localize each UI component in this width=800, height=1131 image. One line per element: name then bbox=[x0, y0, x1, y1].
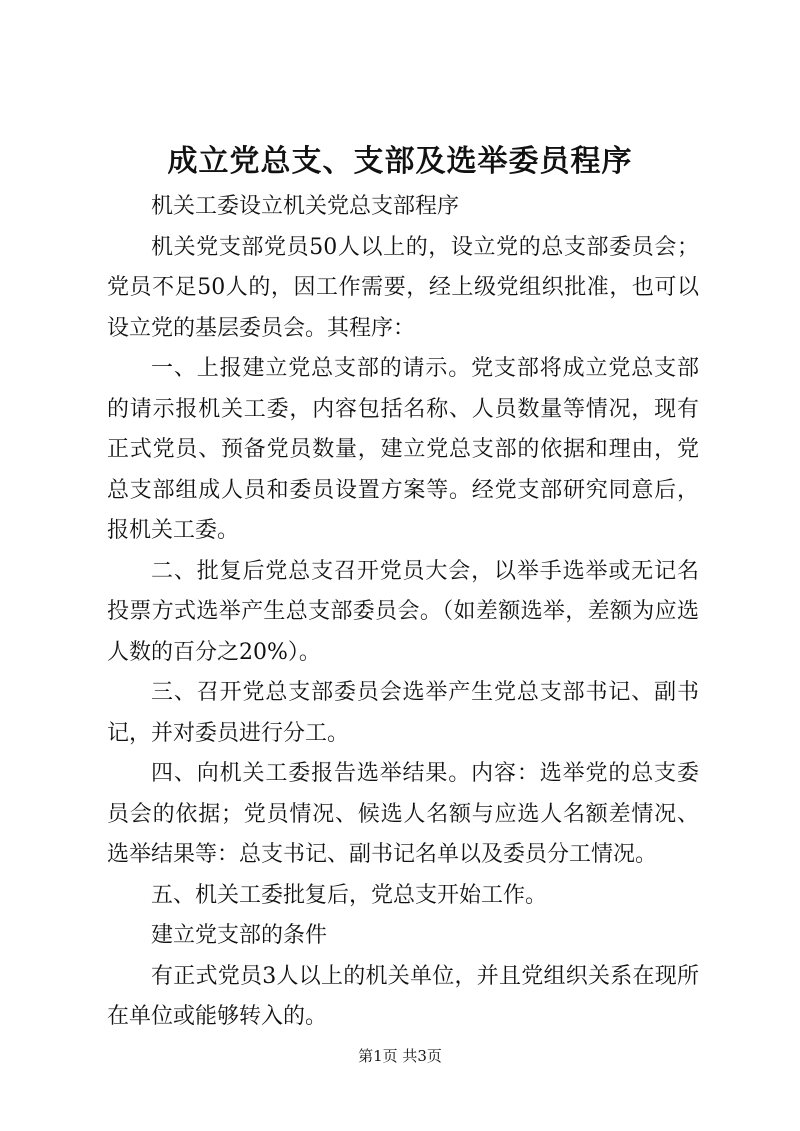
paragraph-intro: 机关党支部党员50人以上的，设立党的总支部委员会；党员不足50人的，因工作需要，经上级党组织批准，也可以设立党的基层委员会。其程序： bbox=[107, 234, 699, 341]
document-title: 成立党总支、支部及选举委员程序 bbox=[167, 144, 633, 179]
page-footer: 第1页 共3页 bbox=[358, 1047, 442, 1065]
paragraph-subheading: 建立党支部的条件 bbox=[151, 923, 328, 948]
paragraph-step-5: 五、机关工委批复后，党总支开始工作。 bbox=[151, 882, 548, 908]
paragraph-conditions: 有正式党员3人以上的机关单位，并且党组织关系在现所在单位或能够转入的。 bbox=[107, 963, 699, 1029]
paragraph-section-heading: 机关工委设立机关党总支部程序 bbox=[151, 194, 460, 219]
document-body bbox=[107, 187, 699, 1038]
paragraph-step-1: 一、上报建立党总支部的请示。党支部将成立党总支部的请示报机关工委，内容包括名称、人员数量等情况，现有正式党员、预备党员数量，建立党总支部的依据和理由，党总支部组成人员和委员设置方案等。经党支部研究同意后，报机关工委。 bbox=[107, 356, 699, 543]
paragraph-step-3: 三、召开党总支部委员会选举产生党总支部书记、副书记，并对委员进行分工。 bbox=[107, 680, 699, 746]
paragraph-step-2: 二、批复后党总支召开党员大会，以举手选举或无记名投票方式选举产生总支部委员会。（如差额选举，差额为应选人数的百分之20%）。 bbox=[107, 558, 699, 665]
paragraph-step-4: 四、向机关工委报告选举结果。内容：选举党的总支委员会的依据；党员情况、候选人名额与应选人名额差情况、选举结果等：总支书记、副书记名单以及委员分工情况。 bbox=[107, 761, 699, 867]
